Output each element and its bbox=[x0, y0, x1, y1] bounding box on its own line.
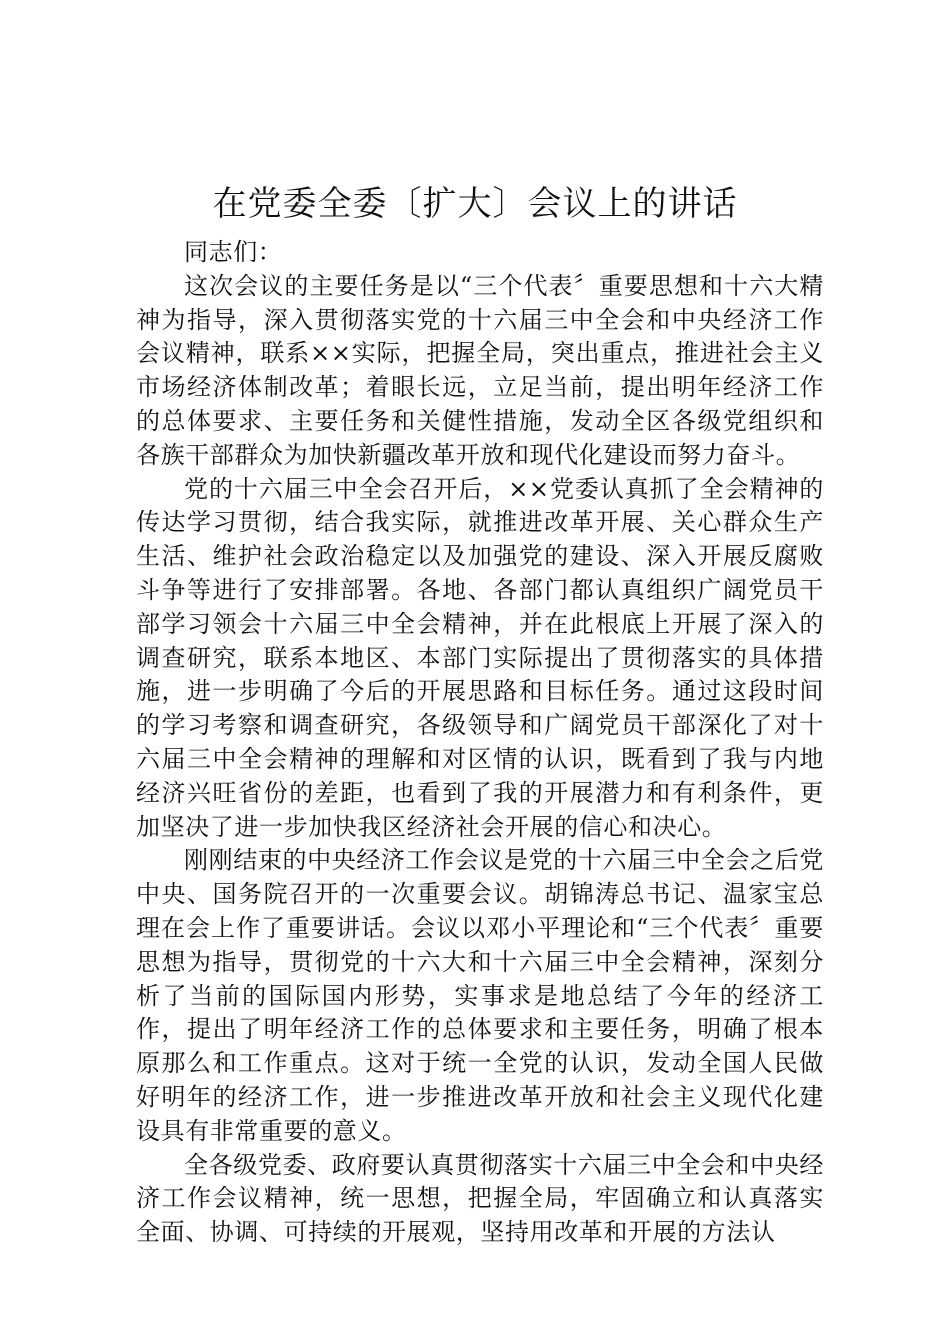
paragraph-1: 这次会议的主要任务是以“三个代表〞重要思想和十六大精神为指导，深入贯彻落实党的十六届三中全会和中央经济工作会议精神，联系××实际，把握全局，突出重点，推进社会主义市场经济体制改革；着眼长远，立足当前，提出明年经济工作的总体要求、主要任务和关健性措施，发动全区各级党组织和各族干部群众为加快新疆改革开放和现代化建设而努力奋斗。 bbox=[136, 271, 824, 469]
paragraph-4: 全各级党委、政府要认真贯彻落实十六届三中全会和中央经济工作会议精神，统一思想，把握全局，牢固确立和认真落实全面、协调、可持续的开展观，坚持用改革和开展的方法认 bbox=[136, 1150, 824, 1247]
paragraph-3: 刚刚结束的中央经济工作会议是党的十六届三中全会之后党中央、国务院召开的一次重要会议。胡锦涛总书记、温家宝总理在会上作了重要讲话。会议以邓小平理论和“三个代表〞重要思想为指导，贯彻党的十六大和十六届三中全会精神，深刻分析了当前的国际国内形势，实事求是地总结了今年的经济工作，提出了明年经济工作的总体要求和主要任务，明确了根本原那么和工作重点。这对于统一全党的认识，发动全国人民做好明年的经济工作，进一步推进改革开放和社会主义现代化建设具有非常重要的意义。 bbox=[136, 846, 824, 1145]
salutation: 同志们： bbox=[184, 238, 283, 266]
document-body bbox=[136, 236, 824, 1250]
paragraph-2: 党的十六届三中全会召开后，××党委认真抓了全会精神的传达学习贯彻，结合我实际，就推进改革开展、关心群众生产生活、维护社会政治稳定以及加强党的建设、深入开展反腐败斗争等进行了安排部署。各地、各部门都认真组织广阔党员干部学习领会十六届三中全会精神，并在此根底上开展了深入的调查研究，联系本地区、本部门实际提出了贯彻落实的具体措施，进一步明确了今后的开展思路和目标任务。通过这段时间的学习考察和调查研究，各级领导和广阔党员干部深化了对十六届三中全会精神的理解和对区情的认识，既看到了我与内地经济兴旺省份的差距，也看到了我的开展潜力和有利条件，更加坚决了进一步加快我区经济社会开展的信心和决心。 bbox=[136, 474, 824, 841]
document-title: 在党委全委〔扩大〕会议上的讲话 bbox=[212, 184, 738, 224]
